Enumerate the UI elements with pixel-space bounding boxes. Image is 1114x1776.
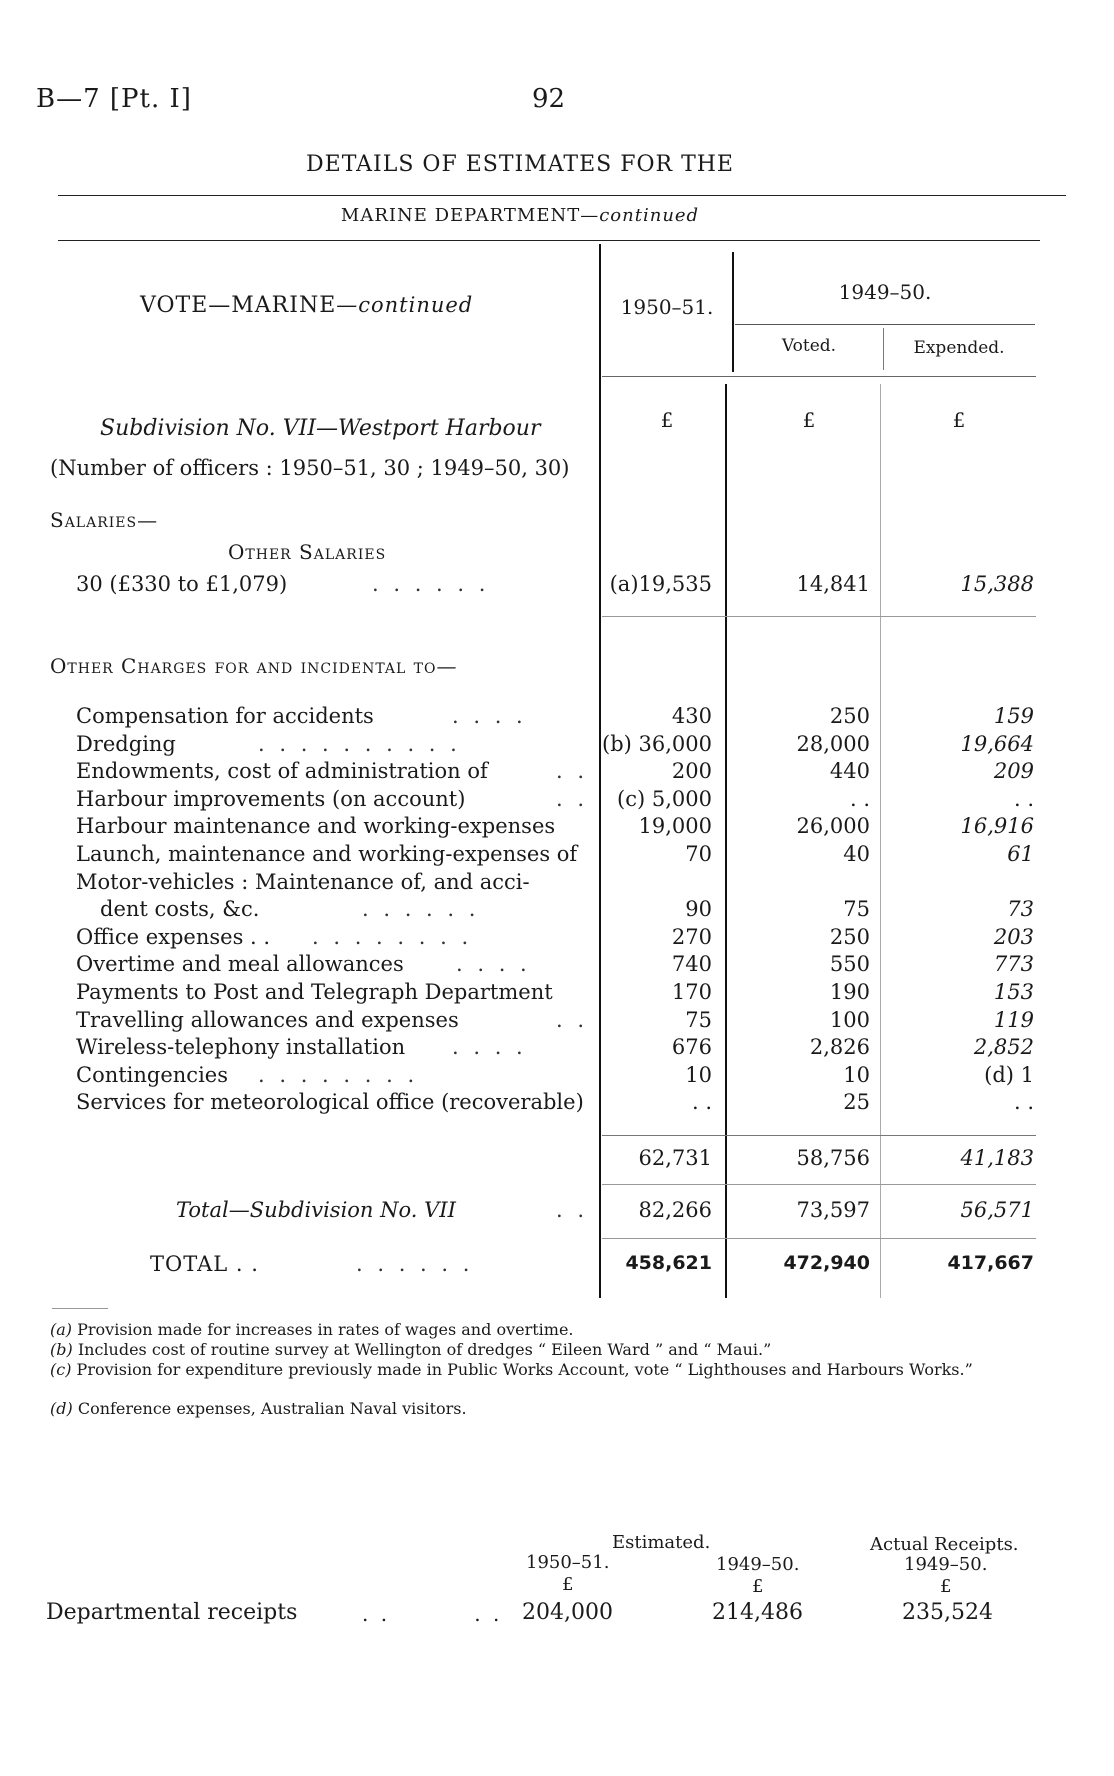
charge-1950: (c) 5,000 — [617, 786, 712, 811]
charge-expended: 73 — [1007, 897, 1034, 922]
charge-expended: . . — [1013, 786, 1034, 811]
footnote-d-mark: (d) — [50, 1399, 73, 1418]
charge-row — [0, 732, 1114, 759]
charge-1950: 90 — [685, 897, 712, 922]
footnote-rule — [52, 1308, 108, 1309]
receipts-value-1949: 214,486 — [712, 1600, 803, 1625]
charge-voted: 440 — [829, 759, 870, 784]
salary-dots: . . . . . . — [372, 572, 490, 596]
grand-total-row — [0, 1252, 1114, 1279]
charge-row — [0, 814, 1114, 841]
charge-expended: 203 — [993, 924, 1034, 949]
col-expended-heading: Expended. — [913, 338, 1005, 358]
charge-voted: 100 — [829, 1007, 870, 1032]
salary-row — [0, 572, 1114, 599]
footnote-c-text: Provision for expenditure previously made in Public Works Account, vote “ Lighthouses and Harbours Works.” — [76, 1360, 973, 1379]
department-heading — [0, 205, 1040, 226]
charge-label: Wireless-telephony installation — [76, 1035, 406, 1060]
footnote-a — [50, 1320, 1040, 1339]
charge-label: Harbour improvements (on account) — [76, 786, 466, 811]
department-name: MARINE DEPARTMENT — [340, 205, 581, 226]
receipts-estimated-label: Estimated. — [612, 1532, 711, 1553]
total-rule — [602, 1238, 1036, 1239]
charge-1950: 70 — [685, 842, 712, 866]
grand-total-voted: 472,940 — [783, 1252, 870, 1274]
subtotal-rule-bottom — [602, 1184, 1036, 1185]
department-suffix: —continued — [580, 205, 700, 226]
charge-1950: 676 — [671, 1035, 712, 1060]
charge-expended: 159 — [993, 704, 1034, 728]
salary-rule — [602, 616, 1036, 617]
subdivision-title: Subdivision No. VII—Westport Harbour — [100, 416, 541, 441]
charge-label: Payments to Post and Telegraph Department — [76, 980, 553, 1004]
charge-expended: 2,852 — [973, 1035, 1034, 1060]
charge-label: Office expenses . . — [76, 924, 271, 949]
charge-1950: 10 — [685, 1062, 712, 1087]
charge-1950: (b) 36,000 — [602, 731, 712, 756]
header-rule — [58, 240, 1040, 241]
charge-row — [0, 952, 1114, 979]
col-voted-heading: Voted. — [781, 336, 837, 356]
charge-voted: 25 — [843, 1090, 870, 1115]
receipts-currency-1: £ — [562, 1574, 574, 1595]
subtotal-1950: 62,731 — [638, 1146, 712, 1170]
subtotal-expended: 41,183 — [960, 1146, 1034, 1170]
page-title: DETAILS OF ESTIMATES FOR THE — [306, 152, 734, 177]
total-subdivision-1950: 82,266 — [638, 1198, 712, 1222]
charge-voted: 550 — [829, 952, 870, 977]
charge-label: Compensation for accidents — [76, 704, 374, 728]
charge-label: Motor-vehicles : Maintenance of, and acci- — [76, 869, 530, 894]
year-group-rule — [735, 324, 1035, 325]
receipts-value-actual: 235,524 — [902, 1600, 993, 1625]
charge-row — [0, 870, 1114, 897]
charge-row — [0, 1035, 1114, 1062]
page-number: 92 — [532, 84, 566, 114]
officers-note: (Number of officers : 1950–51, 30 ; 1949–50, 30) — [50, 456, 570, 480]
charge-expended: 61 — [1007, 842, 1034, 866]
total-subdivision-voted: 73,597 — [796, 1198, 870, 1222]
subtotal-voted: 58,756 — [796, 1146, 870, 1170]
grand-total-label: TOTAL . . — [150, 1252, 259, 1276]
grand-total-1950: 458,621 — [625, 1252, 712, 1274]
charge-dots: . . — [556, 1007, 589, 1032]
charge-row — [0, 980, 1114, 1007]
charge-expended: (d) 1 — [984, 1062, 1034, 1087]
charge-dots: . . . . — [456, 952, 531, 977]
subtotal-rule-top — [602, 1135, 1036, 1136]
charge-1950: 200 — [671, 759, 712, 784]
grand-total-dots: . . . . . . — [356, 1252, 474, 1276]
charge-label: Endowments, cost of administration of — [76, 759, 488, 784]
charge-expended: . . — [1013, 1090, 1034, 1115]
charge-label: dent costs, &c. — [100, 897, 260, 922]
charge-voted: 250 — [829, 924, 870, 949]
vote-heading — [140, 293, 473, 318]
charge-voted: 190 — [829, 980, 870, 1004]
charge-expended: 209 — [993, 759, 1034, 784]
charge-1950: 19,000 — [638, 814, 712, 839]
total-subdivision-label: Total—Subdivision No. VII — [176, 1198, 456, 1222]
footnote-d — [50, 1399, 1040, 1418]
footnote-c — [50, 1360, 1030, 1379]
vote-label: VOTE—MARINE — [140, 293, 337, 318]
charge-voted: 28,000 — [796, 731, 870, 756]
currency-col1: £ — [660, 408, 674, 432]
grand-total-expended: 417,667 — [947, 1252, 1034, 1274]
total-subdivision-dots: . . — [556, 1198, 589, 1222]
charge-label: Overtime and meal allowances — [76, 952, 404, 977]
charge-label: Contingencies — [76, 1062, 228, 1087]
charge-voted: 10 — [843, 1062, 870, 1087]
charge-dots: . . . . . . . . — [258, 1062, 419, 1087]
salary-voted: 14,841 — [796, 572, 870, 596]
salary-1950: (a)19,535 — [609, 572, 712, 596]
charge-row — [0, 704, 1114, 731]
footnote-b — [50, 1340, 1040, 1359]
charge-expended: 19,664 — [960, 731, 1034, 756]
charge-voted: 250 — [829, 704, 870, 728]
charge-voted: 2,826 — [809, 1035, 870, 1060]
footnote-a-text: Provision made for increases in rates of wages and overtime. — [77, 1320, 574, 1339]
charge-1950: 740 — [671, 952, 712, 977]
receipts-year-3: 1949–50. — [904, 1554, 988, 1575]
charge-dots: . . . . . . . . . . — [258, 731, 461, 756]
charge-label: Launch, maintenance and working-expenses of — [76, 842, 578, 866]
charge-1950: 170 — [671, 980, 712, 1004]
charge-voted: 75 — [843, 897, 870, 922]
charge-dots: . . . . — [452, 1035, 527, 1060]
receipts-dots: . . . . — [362, 1602, 503, 1626]
column-rule-2a — [732, 252, 734, 372]
charge-1950: 430 — [671, 704, 712, 728]
charge-expended: 119 — [993, 1007, 1034, 1032]
charge-dots: . . . . . . — [362, 897, 480, 922]
charge-1950: 270 — [671, 924, 712, 949]
footnote-b-text: Includes cost of routine survey at Wellington of dredges “ Eileen Ward ” and “ Maui.” — [77, 1340, 772, 1359]
document-code: B—7 [Pt. I] — [36, 84, 192, 114]
footnote-b-mark: (b) — [50, 1340, 73, 1359]
charge-dots: . . . . . . . . — [312, 924, 473, 949]
charge-row — [0, 1090, 1114, 1117]
salary-expended: 15,388 — [960, 572, 1034, 596]
charge-label: Harbour maintenance and working-expenses — [76, 814, 556, 839]
charge-expended: 773 — [993, 952, 1034, 977]
charge-1950: 75 — [685, 1007, 712, 1032]
subtotal-row — [0, 1146, 1114, 1173]
charge-label: Dredging — [76, 731, 176, 756]
receipts-label: Departmental receipts — [46, 1600, 298, 1625]
charge-voted: . . — [849, 786, 870, 811]
title-rule — [58, 195, 1066, 196]
column-head-rule — [602, 376, 1036, 377]
charge-row — [0, 787, 1114, 814]
currency-col2: £ — [802, 408, 816, 432]
receipts-actual-label: Actual Receipts. — [870, 1534, 1019, 1555]
charge-row — [0, 897, 1114, 924]
charge-1950: . . — [691, 1090, 712, 1115]
receipts-currency-3: £ — [940, 1576, 952, 1597]
receipts-value-1950: 204,000 — [522, 1600, 613, 1625]
charge-voted: 26,000 — [796, 814, 870, 839]
total-subdivision-row — [0, 1198, 1114, 1225]
other-salaries-heading: Other Salaries — [228, 540, 387, 564]
charge-row — [0, 925, 1114, 952]
total-subdivision-expended: 56,571 — [960, 1198, 1034, 1222]
footnote-d-text: Conference expenses, Australian Naval visitors. — [77, 1399, 467, 1418]
vote-suffix: —continued — [336, 293, 474, 317]
col-1950-heading: 1950–51. — [620, 295, 714, 319]
charge-row — [0, 1008, 1114, 1035]
receipts-currency-2: £ — [752, 1576, 764, 1597]
footnote-c-mark: (c) — [50, 1360, 72, 1379]
charge-expended: 153 — [993, 980, 1034, 1004]
charge-dots: . . — [556, 759, 589, 784]
charge-expended: 16,916 — [960, 814, 1034, 839]
charge-label: Travelling allowances and expenses — [76, 1007, 459, 1032]
charge-row — [0, 759, 1114, 786]
charge-voted: 40 — [843, 842, 870, 866]
salary-label: 30 (£330 to £1,079) — [76, 572, 288, 596]
receipts-year-1: 1950–51. — [526, 1552, 610, 1573]
col-1949-heading: 1949–50. — [838, 280, 932, 304]
currency-col3: £ — [952, 408, 966, 432]
footnote-a-mark: (a) — [50, 1320, 73, 1339]
charge-row — [0, 842, 1114, 869]
salaries-heading: Salaries— — [50, 508, 159, 532]
charge-row — [0, 1063, 1114, 1090]
other-charges-heading: Other Charges for and incidental to— — [50, 654, 458, 678]
charge-dots: . . . . — [452, 704, 527, 728]
charge-dots: . . — [556, 786, 589, 811]
receipts-year-2: 1949–50. — [716, 1554, 800, 1575]
charge-label: Services for meteorological office (recoverable) — [76, 1090, 584, 1115]
